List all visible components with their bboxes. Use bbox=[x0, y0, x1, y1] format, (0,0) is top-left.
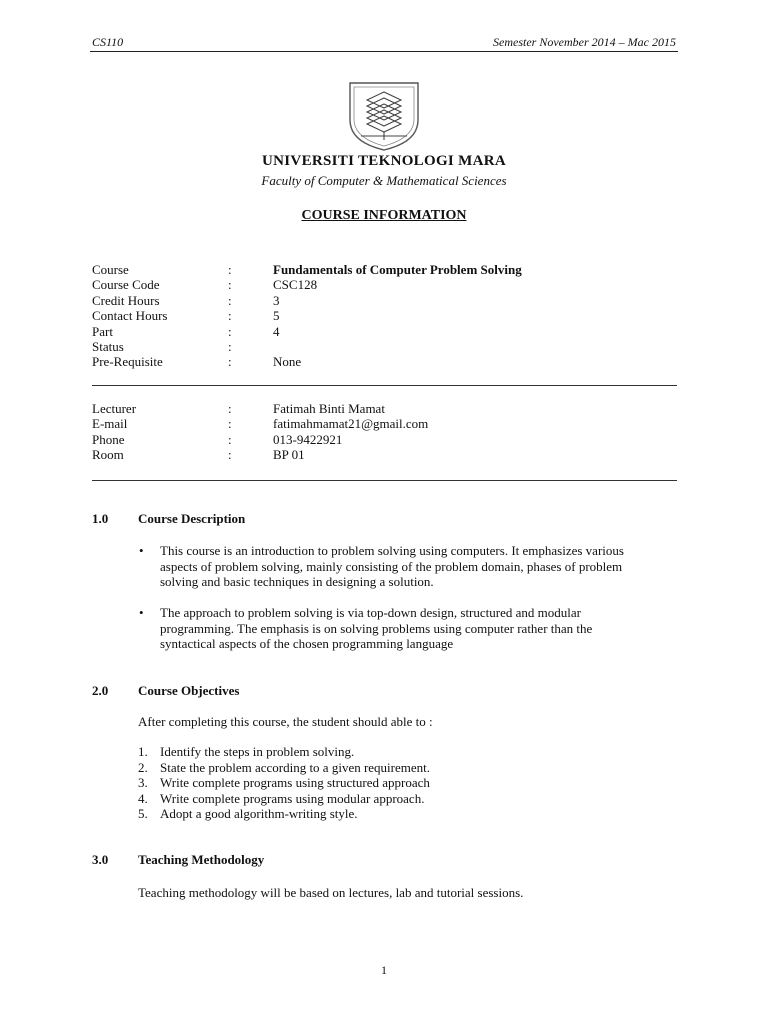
info-row-room bbox=[92, 447, 682, 462]
info-colon: : bbox=[228, 277, 232, 293]
list-text: Write complete programs using structured approach bbox=[160, 775, 430, 790]
header-divider bbox=[90, 51, 678, 52]
info-label: Credit Hours bbox=[92, 292, 160, 308]
course-info-table bbox=[92, 262, 682, 370]
info-label: Lecturer bbox=[92, 401, 137, 416]
list-item bbox=[138, 806, 678, 822]
info-colon: : bbox=[228, 354, 232, 370]
section-title-teaching-methodology: Teaching Methodology bbox=[138, 852, 265, 867]
header-course-code: CS110 bbox=[92, 35, 124, 49]
info-value: CSC128 bbox=[273, 277, 318, 293]
list-text: Adopt a good algorithm-writing style. bbox=[160, 806, 358, 821]
info-label: Course bbox=[92, 262, 129, 277]
info-label: Pre-Requisite bbox=[92, 354, 163, 370]
info-row-pre-requisite bbox=[92, 354, 682, 369]
info-colon: : bbox=[228, 292, 232, 308]
section-title-course-objectives: Course Objectives bbox=[138, 683, 240, 698]
list-item bbox=[138, 775, 678, 791]
list-text: Write complete programs using modular approach. bbox=[160, 790, 425, 806]
bullet-paragraph bbox=[160, 605, 680, 652]
info-value: Fundamentals of Computer Problem Solving bbox=[273, 262, 522, 277]
paragraph-line: aspects of problem solving, mainly consisting of the problem domain, phases of problem bbox=[160, 558, 623, 574]
bullet-icon: • bbox=[139, 605, 144, 620]
section-divider bbox=[92, 480, 677, 481]
university-name: UNIVERSITI TEKNOLOGI MARA bbox=[262, 153, 506, 169]
info-label: Part bbox=[92, 323, 113, 339]
section-divider bbox=[92, 385, 677, 386]
bullet-icon: • bbox=[139, 543, 144, 558]
info-label: Room bbox=[92, 447, 124, 463]
info-row-course bbox=[92, 262, 682, 277]
paragraph-line: The approach to problem solving is via top-down design, structured and modular bbox=[160, 605, 581, 620]
objectives-list bbox=[138, 744, 678, 822]
info-colon: : bbox=[228, 308, 232, 324]
uitm-crest-icon bbox=[345, 80, 423, 152]
list-number: 3. bbox=[138, 775, 148, 790]
info-label: Phone bbox=[92, 431, 125, 447]
info-value: None bbox=[273, 354, 302, 370]
info-row-phone bbox=[92, 432, 682, 447]
info-label: Contact Hours bbox=[92, 308, 168, 324]
section-number: 3.0 bbox=[92, 852, 109, 867]
list-number: 5. bbox=[138, 806, 148, 821]
info-colon: : bbox=[228, 416, 232, 432]
info-label: Status bbox=[92, 338, 124, 354]
info-value: Fatimah Binti Mamat bbox=[273, 401, 385, 416]
info-row-course-code bbox=[92, 277, 682, 292]
info-value: BP 01 bbox=[273, 447, 305, 463]
paragraph-line: programming. The emphasis is on solving problems using computer rather than the bbox=[160, 620, 593, 636]
info-row-contact-hours bbox=[92, 308, 682, 323]
section-number: 2.0 bbox=[92, 683, 109, 698]
teaching-methodology-text: Teaching methodology will be based on lectures, lab and tutorial sessions. bbox=[138, 885, 524, 900]
info-row-lecturer bbox=[92, 401, 682, 416]
info-colon: : bbox=[228, 262, 232, 277]
info-value: 013-9422921 bbox=[273, 431, 343, 447]
info-colon: : bbox=[228, 447, 232, 463]
lecturer-info-table bbox=[92, 401, 682, 463]
page-number: 1 bbox=[381, 963, 387, 977]
info-value: fatimahmamat21@gmail.com bbox=[273, 416, 429, 432]
info-colon: : bbox=[228, 431, 232, 447]
info-label: Course Code bbox=[92, 277, 160, 293]
list-item bbox=[138, 744, 678, 760]
info-value: 4 bbox=[273, 323, 280, 339]
faculty-name: Faculty of Computer & Mathematical Sciences bbox=[261, 173, 507, 188]
list-item bbox=[138, 791, 678, 807]
list-number: 4. bbox=[138, 790, 148, 806]
list-text: State the problem according to a given requirement. bbox=[160, 759, 431, 775]
info-label: E-mail bbox=[92, 416, 128, 432]
info-row-email bbox=[92, 416, 682, 431]
info-colon: : bbox=[228, 401, 232, 416]
info-row-credit-hours bbox=[92, 293, 682, 308]
list-item bbox=[138, 760, 678, 776]
list-number: 1. bbox=[138, 744, 148, 759]
section-number: 1.0 bbox=[92, 511, 109, 526]
info-value: 3 bbox=[273, 292, 280, 308]
list-text: Identify the steps in problem solving. bbox=[160, 744, 355, 759]
bullet-paragraph bbox=[160, 543, 680, 590]
paragraph-line: syntactical aspects of the chosen programming language bbox=[160, 636, 454, 651]
objectives-intro: After completing this course, the student should able to : bbox=[138, 714, 433, 729]
paragraph-line: solving and basic techniques in designing a solution. bbox=[160, 574, 434, 589]
header-semester: Semester November 2014 – Mac 2015 bbox=[493, 35, 676, 49]
document-title: COURSE INFORMATION bbox=[301, 208, 467, 223]
info-colon: : bbox=[228, 338, 232, 354]
paragraph-line: This course is an introduction to problem solving using computers. It emphasizes various bbox=[160, 543, 624, 558]
section-title-course-description: Course Description bbox=[138, 511, 246, 526]
info-colon: : bbox=[228, 323, 232, 339]
list-number: 2. bbox=[138, 759, 148, 775]
info-row-status bbox=[92, 339, 682, 354]
info-value: 5 bbox=[273, 308, 280, 324]
info-row-part bbox=[92, 324, 682, 339]
